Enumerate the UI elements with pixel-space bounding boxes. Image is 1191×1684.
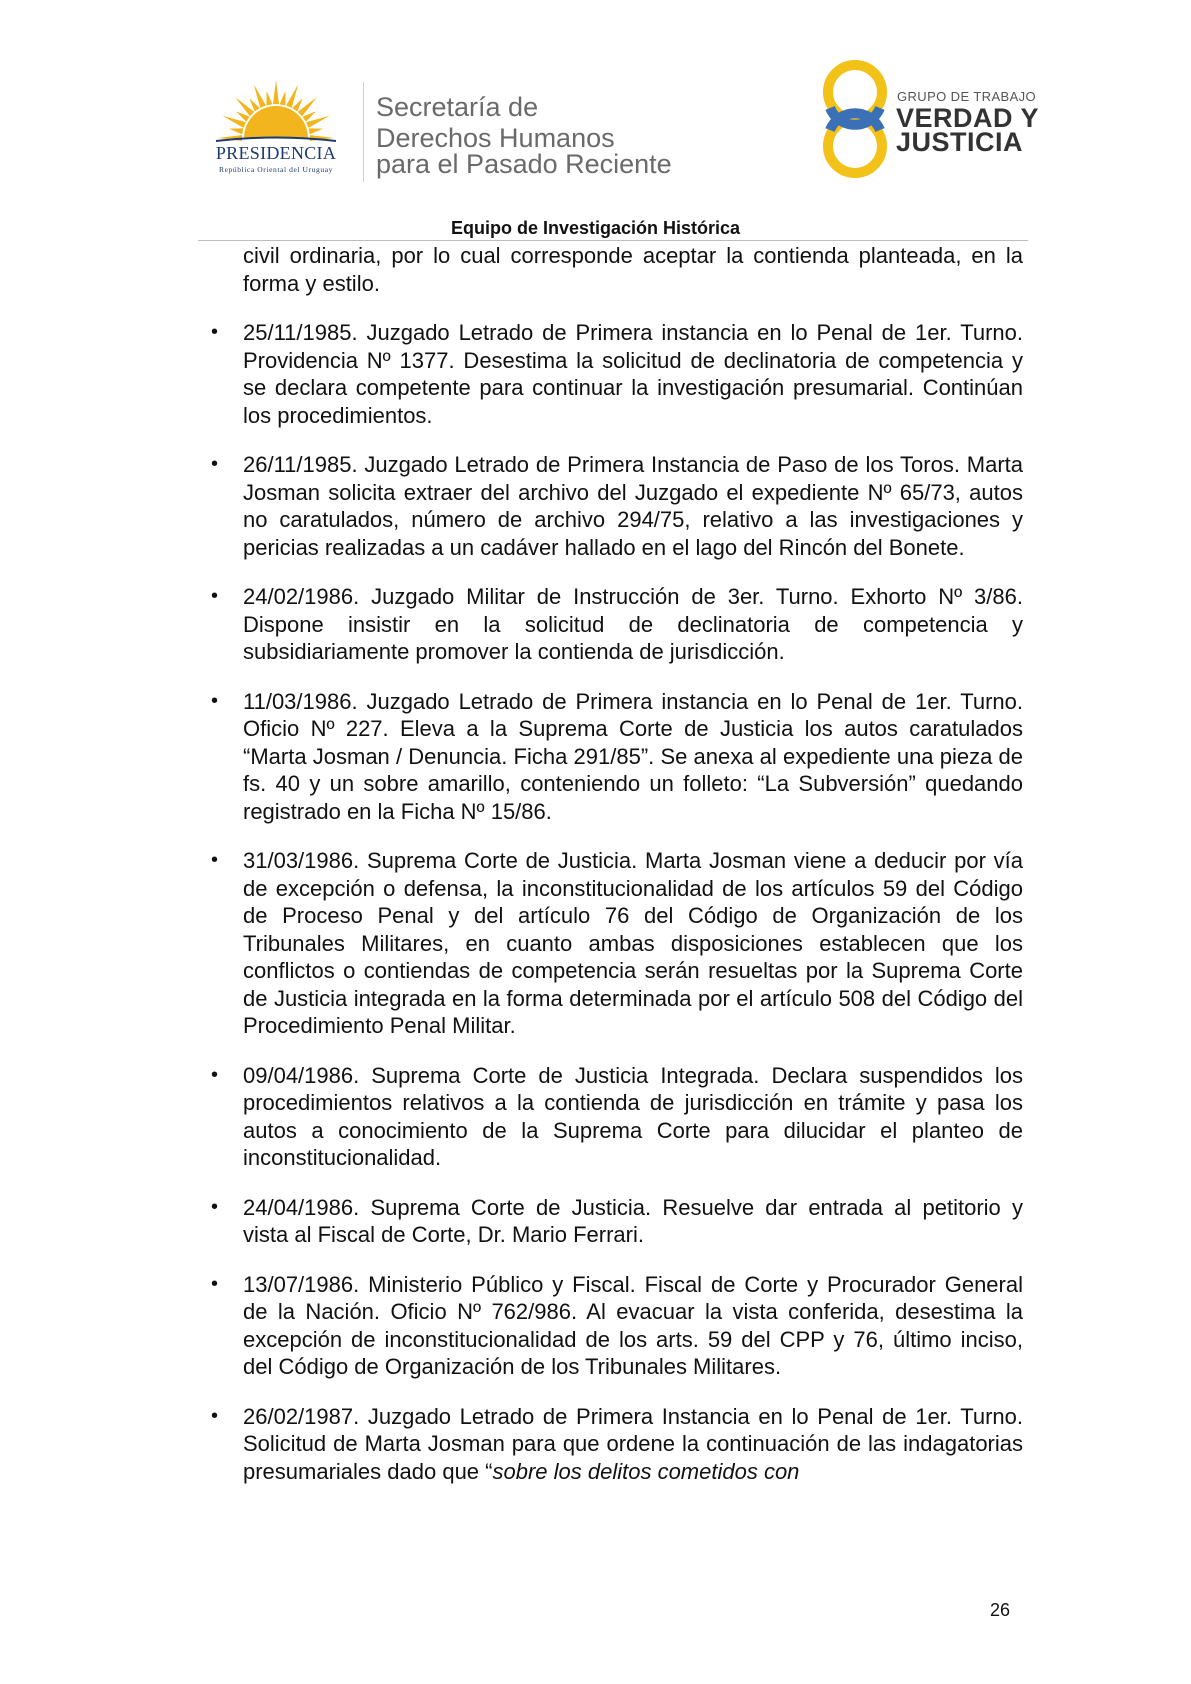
verdad-justicia-rings-logo — [820, 58, 890, 180]
list-item-text: 24/02/1986. Juzgado Militar de Instrucción de 3er. Turno. Exhorto Nº 3/86. Dispone insistir en la solicitud de declinatoria de competencia y subsidiariamente promover la contienda de jurisdicción. — [243, 584, 1023, 664]
list-item — [211, 847, 1023, 1040]
sun-ray — [273, 80, 279, 104]
bullet: • — [211, 1063, 219, 1086]
bullet: • — [211, 849, 219, 871]
list-item — [211, 583, 1023, 666]
italic-quote: sobre los delitos cometidos con — [492, 1458, 800, 1484]
page-number: 26 — [990, 1600, 1011, 1620]
bullet: • — [211, 1272, 219, 1295]
logo-divider — [363, 82, 364, 182]
bullet: • — [211, 1195, 219, 1218]
bullet: • — [211, 585, 219, 607]
presidencia-name: PRESIDENCIA — [215, 143, 337, 163]
justicia-label: JUSTICIA — [896, 127, 1024, 157]
list-item-text: 09/04/1986. Suprema Corte de Justicia Integrada. Declara suspendidos los procedimientos relativos a la contienda de jurisdicción en trámite y pasa los autos a conocimiento de la Suprema Corte para dilucidar el planteo de inconstitucionalidad. — [243, 1062, 1023, 1170]
page-header — [0, 0, 1191, 240]
grupo-trabajo-label: GRUPO DE TRABAJO — [897, 89, 1037, 104]
sun-ray — [229, 128, 243, 134]
verdad-label: VERDAD Y — [896, 103, 1040, 133]
list-item-text: 24/04/1986. Suprema Corte de Justicia. Resuelve dar entrada al petitorio y vista al Fiscal de Corte, Dr. Mario Ferrari. — [243, 1194, 1023, 1247]
team-title: Equipo de Investigación Histórica — [450, 218, 741, 238]
list-item — [211, 1271, 1023, 1381]
list-item-text: 13/07/1986. Ministerio Público y Fiscal. Fiscal de Corte y Procurador General de la Nación. Oficio Nº 762/986. Al evacuar la vista conferida, desestima la excepción de inconstitucionalidad de los arts. 59 del CPP y 76, último inciso, del Código de Organización de los Tribunales Militares. — [243, 1271, 1023, 1379]
list-item-text: 26/02/1987. Juzgado Letrado de Primera Instancia en lo Penal de 1er. Turno. Solicitud de Marta Josman para que ordene la continuación de las indagatorias presumariales dado que “ — [243, 1403, 1023, 1484]
secretaria-line-3: para el Pasado Reciente — [376, 149, 672, 179]
sun-ray — [235, 97, 254, 116]
list-item — [211, 688, 1023, 826]
sun-ray — [309, 128, 323, 134]
list-item-text: 26/11/1985. Juzgado Letrado de Primera Instancia de Paso de los Toros. Marta Josman solicita extraer del archivo del Juzgado el expediente Nº 65/73, autos no caratulados, número de archivo 294/75, relativo a las investigaciones y pericias realizadas a un cadáver hallado en el lago del Rincón del Bonete. — [243, 452, 1023, 560]
list-item — [211, 1194, 1023, 1249]
secretaria-line-1: Secretaría de — [376, 92, 539, 122]
bullet: • — [211, 689, 219, 712]
bullet: • — [211, 1404, 219, 1427]
list-item-text: 11/03/1986. Juzgado Letrado de Primera instancia en lo Penal de 1er. Turno. Oficio Nº 227. Eleva a la Suprema Corte de Justicia los autos caratulados “Marta Josman / Denuncia. Ficha 291/85”. Se anexa al expediente una pieza de fs. 40 y un sobre amarillo, conteniendo un folleto: “La Subversión” quedando registrado en la Ficha Nº 15/86. — [243, 688, 1023, 824]
bullet: • — [211, 321, 219, 343]
header-rule — [198, 240, 1028, 241]
sun-ray — [266, 91, 272, 105]
chronology-list — [211, 319, 1023, 1485]
intro-paragraph: civil ordinaria, por lo cual corresponde aceptar la contienda planteada, en la forma y estilo. — [243, 243, 1023, 296]
bullet: • — [211, 453, 219, 475]
list-item — [211, 319, 1023, 429]
sun-ray — [298, 97, 317, 116]
list-item — [211, 1403, 1023, 1486]
list-item — [211, 451, 1023, 561]
list-item-text: 31/03/1986. Suprema Corte de Justicia. Marta Josman viene a deducir por vía de excepción o defensa, la inconstitucionalidad de los artículos 59 del Código de Proceso Penal y del artículo 76 del Código de Organización de los Tribunales Militares, en cuanto ambas disposiciones establecen que los conflictos o contiendas de competencia serán resueltas por la Suprema Corte de Justicia integrada en la forma determinada por el artículo 508 del Código del Procedimiento Penal Militar. — [243, 848, 1023, 1038]
list-item-text: 25/11/1985. Juzgado Letrado de Primera instancia en lo Penal de 1er. Turno. Providencia Nº 1377. Desestima la solicitud de declinatoria de competencia y se declara competente para continuar la investigación presumarial. Continúan los procedimientos. — [243, 320, 1023, 428]
secretaria-line-2: Derechos Humanos — [376, 123, 615, 153]
document-body — [211, 242, 1023, 1507]
sun-ray — [280, 91, 286, 105]
presidencia-subtitle: República Oriental del Uruguay — [218, 165, 333, 174]
list-item — [211, 1062, 1023, 1172]
